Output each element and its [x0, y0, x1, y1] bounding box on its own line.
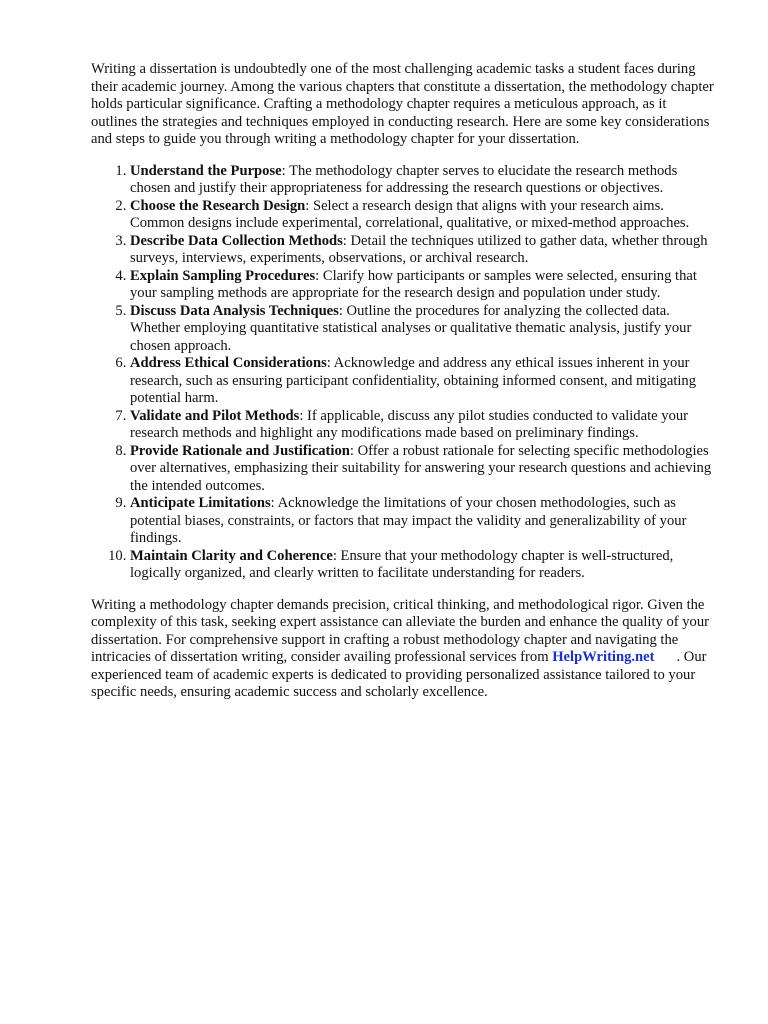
- step-term: Discuss Data Analysis Techniques: [130, 302, 339, 319]
- step-text: Detail the techniques utilized to gather data, whether through surveys, interviews, experiments, observations, or archival research.: [130, 232, 708, 266]
- list-item: [130, 408, 716, 443]
- helpwriting-link[interactable]: HelpWriting.net: [552, 649, 655, 665]
- step-separator: :: [326, 355, 331, 371]
- list-item: [130, 495, 716, 548]
- step-term: Maintain Clarity and Coherence: [130, 547, 333, 564]
- step-text: Offer a robust rationale for selecting specific methodologies over alternatives, emphasizing their suitability for answering your research questions and achieving the intended outcomes.: [130, 442, 712, 494]
- step-separator: :: [299, 407, 304, 424]
- step-text: The methodology chapter serves to elucidate the research methods chosen and justify their appropriateness for addressing the research questions or objectives.: [130, 162, 678, 196]
- step-term: Provide Rationale and Justification: [130, 442, 350, 459]
- step-term: Choose the Research Design: [130, 197, 306, 214]
- conclusion-text-before-link: Writing a methodology chapter demands precision, critical thinking, and methodological rigor. Given the complexity of this task, seeking expert assistance can alleviate the burden and enhance the quality of your dissertation. For comprehensive support in crafting a robust methodology chapter and navigating the intricacies of dissertation writing, consider availing professional services from: [91, 596, 709, 665]
- step-separator: :: [332, 547, 337, 564]
- step-text: Outline the procedures for analyzing the collected data. Whether employing quantitative statistical analyses or qualitative thematic analysis, justify your chosen approach.: [130, 302, 692, 354]
- conclusion-text-after-link: . Our experienced team of academic experts is dedicated to providing personalized assistance tailored to your specific needs, ensuring academic success and scholarly excellence.: [91, 649, 707, 700]
- step-term: Explain Sampling Procedures: [130, 267, 316, 284]
- step-text: If applicable, discuss any pilot studies conducted to validate your research methods and highlight any modifications made based on preliminary findings.: [130, 407, 689, 441]
- list-item: [130, 355, 716, 408]
- step-separator: :: [315, 267, 320, 284]
- step-text: Acknowledge the limitations of your chosen methodologies, such as potential biases, constraints, or factors that may impact the validity and generalizability of your findings.: [130, 495, 687, 546]
- step-text: Select a research design that aligns with your research aims. Common designs include experimental, correlational, qualitative, or mixed-method approaches.: [130, 197, 690, 231]
- step-term: Address Ethical Considerations: [130, 355, 327, 371]
- steps-list: [91, 163, 716, 583]
- list-item: [130, 163, 716, 198]
- step-separator: :: [338, 302, 343, 319]
- step-separator: :: [281, 162, 286, 179]
- step-text: Clarify how participants or samples were selected, ensuring that your sampling methods are appropriate for the research design and population under study.: [130, 267, 697, 301]
- step-term: Anticipate Limitations: [130, 495, 271, 511]
- step-term: Validate and Pilot Methods: [130, 407, 300, 424]
- step-term: Describe Data Collection Methods: [130, 232, 343, 249]
- step-text: Acknowledge and address any ethical issues inherent in your research, such as ensuring participant confidentiality, obtaining informed consent, and mitigating potential harm.: [130, 355, 697, 406]
- list-item: [130, 198, 716, 233]
- intro-paragraph: Writing a dissertation is undoubtedly one of the most challenging academic tasks a student faces during their academic journey. Among the various chapters that constitute a dissertation, the methodology chapter holds particular significance. Crafting a methodology chapter requires a meticulous approach, as it outlines the strategies and techniques employed in conducting research. Here are some key considerations and steps to guide you through writing a methodology chapter for your dissertation.: [91, 61, 714, 147]
- list-item: [130, 268, 716, 303]
- step-separator: :: [270, 495, 275, 511]
- conclusion-paragraph: [91, 597, 716, 702]
- step-term: Understand the Purpose: [130, 162, 282, 179]
- list-item: [130, 548, 716, 583]
- step-separator: :: [342, 232, 347, 249]
- list-item: [130, 303, 716, 356]
- list-item: [130, 443, 716, 496]
- step-separator: :: [349, 442, 354, 459]
- step-separator: :: [305, 197, 310, 214]
- step-text: Ensure that your methodology chapter is well-structured, logically organized, and clearly written to facilitate understanding for readers.: [130, 547, 674, 581]
- list-item: [130, 233, 716, 268]
